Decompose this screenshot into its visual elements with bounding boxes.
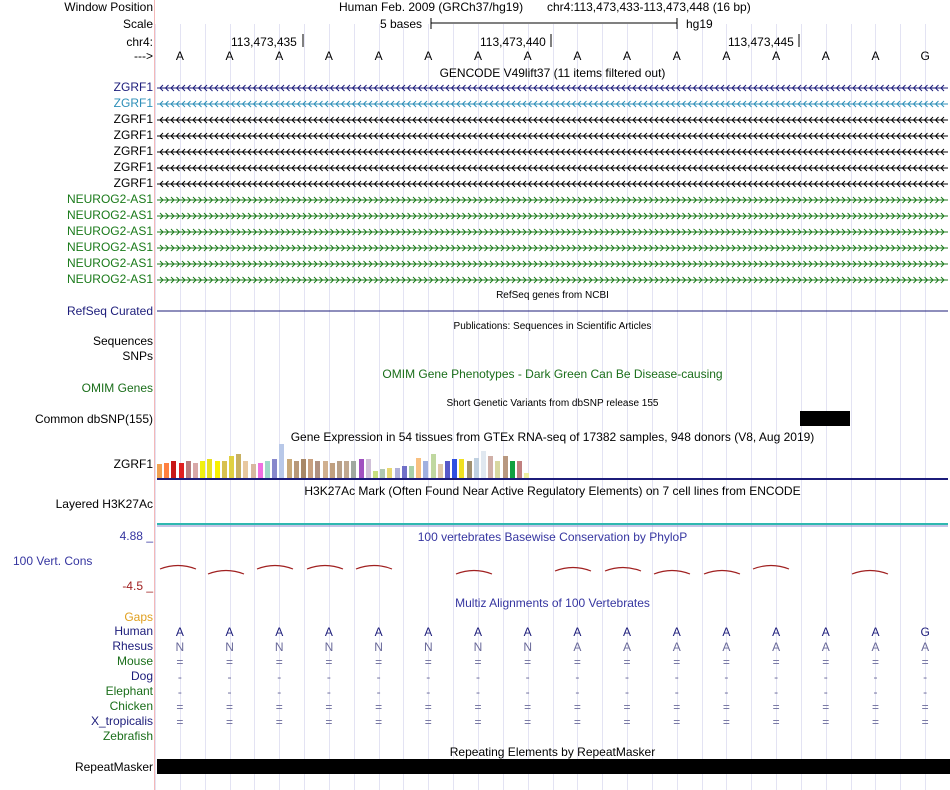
alignment-base: -: [326, 685, 331, 699]
alignment-base: N: [523, 640, 532, 654]
alignment-base: =: [673, 715, 681, 729]
alignment-base: A: [772, 625, 781, 639]
alignment-base: =: [474, 655, 482, 669]
alignment-base: -: [923, 670, 928, 684]
alignment-base: =: [871, 655, 879, 669]
alignment-base: N: [473, 640, 483, 654]
alignment-base: =: [722, 655, 730, 669]
alignment-base: A: [623, 625, 632, 639]
alignment-base: =: [623, 655, 631, 669]
alignment-base: =: [275, 655, 283, 669]
alignment-base: A: [175, 625, 184, 639]
alignment-base: A: [623, 640, 632, 654]
species-label-chicken[interactable]: Chicken: [109, 699, 153, 713]
species-label-mouse[interactable]: Mouse: [116, 654, 153, 668]
alignment-base: =: [176, 715, 184, 729]
base-letter: A: [722, 49, 731, 63]
alignment-base: =: [921, 700, 929, 714]
alignment-base: =: [325, 655, 333, 669]
alignment-base: A: [225, 625, 234, 639]
alignment-base: A: [921, 640, 930, 654]
alignment-base: -: [823, 670, 828, 684]
alignment-base: -: [277, 685, 282, 699]
gene-label-zgrf1[interactable]: ZGRF1: [113, 128, 153, 142]
base-letter: A: [573, 49, 582, 63]
alignment-base: =: [772, 715, 780, 729]
phylop-score-mark: [753, 566, 789, 570]
alignment-base: A: [275, 625, 284, 639]
base-letter: G: [920, 49, 930, 63]
coord-2: 113,473,440: [480, 35, 546, 49]
phylop-score-mark: [605, 568, 641, 572]
alignment-base: =: [871, 700, 879, 714]
alignment-base: -: [426, 670, 431, 684]
alignment-base: -: [575, 685, 580, 699]
phylop-score-mark: [704, 571, 740, 575]
scale-db: hg19: [686, 17, 713, 31]
base-letter: A: [523, 49, 532, 63]
dbsnp-variant: [800, 411, 850, 426]
alignment-base: -: [227, 670, 232, 684]
alignment-base: A: [722, 640, 731, 654]
alignment-base: =: [772, 655, 780, 669]
alignment-base: A: [772, 640, 781, 654]
phylop-score-mark: [654, 571, 690, 575]
alignment-base: =: [474, 700, 482, 714]
assembly-text: Human Feb. 2009 (GRCh37/hg19): [339, 0, 524, 14]
alignment-base: =: [822, 655, 830, 669]
alignment-base: -: [923, 685, 928, 699]
repeatmasker-title[interactable]: Repeating Elements by RepeatMasker: [449, 745, 656, 759]
alignment-base: =: [424, 655, 432, 669]
alignment-base: -: [575, 670, 580, 684]
repeatmasker-block: [157, 759, 950, 774]
alignment-base: -: [774, 685, 779, 699]
publications-snps-label[interactable]: SNPs: [122, 349, 153, 363]
alignment-base: -: [674, 685, 679, 699]
alignment-base: =: [573, 715, 581, 729]
alignment-base: A: [672, 640, 681, 654]
alignment-base: N: [274, 640, 284, 654]
gene-label-neurog2-as1[interactable]: NEUROG2-AS1: [66, 224, 153, 238]
alignment-base: =: [226, 700, 234, 714]
alignment-base: =: [325, 715, 333, 729]
phylop-score-mark: [160, 566, 196, 570]
gene-label-neurog2-as1[interactable]: NEUROG2-AS1: [66, 240, 153, 254]
coord-3: 113,473,445: [728, 35, 794, 49]
alignment-base: =: [176, 655, 184, 669]
multiz-title[interactable]: Multiz Alignments of 100 Vertebrates: [455, 596, 650, 610]
alignment-base: =: [176, 700, 184, 714]
alignment-base: -: [674, 670, 679, 684]
alignment-base: -: [376, 685, 381, 699]
alignment-base: =: [375, 655, 383, 669]
gtex-label[interactable]: ZGRF1: [113, 457, 153, 471]
gene-label-zgrf1[interactable]: ZGRF1: [113, 96, 153, 110]
window-position-label: Window Position: [64, 0, 153, 14]
alignment-base: =: [871, 715, 879, 729]
species-label-rhesus[interactable]: Rhesus: [112, 639, 153, 653]
alignment-base: N: [423, 640, 433, 654]
phylop-score-mark: [208, 571, 244, 575]
alignment-base: -: [625, 685, 630, 699]
dbsnp-label[interactable]: Common dbSNP(155): [34, 412, 153, 426]
base-letter: A: [324, 49, 333, 63]
alignment-base: A: [871, 625, 880, 639]
phylop-score-mark: [852, 571, 888, 575]
refseq-label[interactable]: RefSeq Curated: [66, 304, 153, 318]
gene-label-neurog2-as1[interactable]: NEUROG2-AS1: [66, 256, 153, 270]
alignment-base: A: [573, 640, 582, 654]
scale-text: 5 bases: [380, 17, 423, 31]
alignment-base: A: [523, 625, 532, 639]
alignment-base: =: [524, 700, 532, 714]
alignment-base: N: [374, 640, 383, 654]
alignment-base: A: [672, 625, 681, 639]
phylop-score-mark: [356, 566, 392, 570]
alignment-base: =: [921, 715, 929, 729]
alignment-base: =: [722, 700, 730, 714]
alignment-base: N: [225, 640, 234, 654]
alignment-base: =: [822, 700, 830, 714]
alignment-base: =: [822, 715, 830, 729]
phylop-score-mark: [307, 566, 343, 570]
base-letter: A: [374, 49, 383, 63]
publications-title[interactable]: Publications: Sequences in Scientific Articles: [453, 321, 652, 332]
alignment-base: -: [823, 685, 828, 699]
omim-title[interactable]: OMIM Gene Phenotypes - Dark Green Can Be Disease-causing: [382, 367, 723, 381]
gencode-title[interactable]: GENCODE V49lift37 (11 items filtered out): [439, 66, 666, 80]
alignment-base: N: [324, 640, 334, 654]
gene-label-zgrf1[interactable]: ZGRF1: [113, 144, 153, 158]
base-letter: A: [871, 49, 880, 63]
gene-label-neurog2-as1[interactable]: NEUROG2-AS1: [66, 208, 153, 222]
alignment-base: =: [375, 700, 383, 714]
gene-label-zgrf1[interactable]: ZGRF1: [113, 112, 153, 126]
phylop-label[interactable]: 100 Vert. Cons: [13, 554, 93, 568]
alignment-base: =: [623, 700, 631, 714]
alignment-base: =: [573, 655, 581, 669]
alignment-base: =: [524, 715, 532, 729]
alignment-base: A: [821, 640, 830, 654]
species-label-human[interactable]: Human: [114, 624, 153, 638]
alignment-base: -: [426, 685, 431, 699]
alignment-base: =: [424, 715, 432, 729]
alignment-base: =: [524, 655, 532, 669]
chrom-label: chr4:: [126, 35, 153, 49]
alignment-base: -: [376, 670, 381, 684]
alignment-base: -: [873, 670, 878, 684]
gene-label-zgrf1[interactable]: ZGRF1: [113, 160, 153, 174]
publications-sequences-label[interactable]: Sequences: [92, 334, 153, 348]
alignment-base: -: [724, 670, 729, 684]
base-letter: A: [424, 49, 433, 63]
phylop-max: 4.88 _: [119, 529, 153, 543]
repeatmasker-label[interactable]: RepeatMasker: [74, 760, 153, 774]
alignment-base: =: [275, 715, 283, 729]
alignment-base: =: [474, 715, 482, 729]
species-label-elephant[interactable]: Elephant: [105, 684, 153, 698]
alignment-base: =: [722, 715, 730, 729]
alignment-base: A: [722, 625, 731, 639]
alignment-base: -: [724, 685, 729, 699]
alignment-base: =: [275, 700, 283, 714]
alignment-base: =: [573, 700, 581, 714]
gaps-label[interactable]: Gaps: [124, 610, 153, 624]
phylop-score-mark: [456, 571, 492, 575]
alignment-base: =: [424, 700, 432, 714]
phylop-score-mark: [257, 566, 293, 570]
base-letter: A: [772, 49, 781, 63]
alignment-base: -: [326, 670, 331, 684]
alignment-base: -: [277, 670, 282, 684]
gtex-title[interactable]: Gene Expression in 54 tissues from GTEx RNA-seq of 17382 samples, 948 donors (V8, Aug 2019): [290, 430, 815, 444]
alignment-base: -: [525, 670, 530, 684]
alignment-base: -: [625, 670, 630, 684]
alignment-base: A: [374, 625, 383, 639]
alignment-base: -: [475, 670, 480, 684]
omim-label[interactable]: OMIM Genes: [81, 381, 153, 395]
gene-label-zgrf1[interactable]: ZGRF1: [113, 80, 153, 94]
h3k27ac-title[interactable]: H3K27Ac Mark (Often Found Near Active Regulatory Elements) on 7 cell lines from ENCODE: [304, 484, 801, 498]
strand-arrow-label: --->: [134, 49, 153, 63]
alignment-base: =: [226, 655, 234, 669]
base-letter: A: [175, 49, 184, 63]
gene-label-neurog2-as1[interactable]: NEUROG2-AS1: [66, 192, 153, 206]
alignment-base: -: [177, 685, 182, 699]
alignment-base: =: [226, 715, 234, 729]
phylop-title[interactable]: 100 vertebrates Basewise Conservation by PhyloP: [417, 530, 688, 544]
scale-label: Scale: [122, 17, 153, 31]
alignment-base: -: [774, 670, 779, 684]
alignment-base: =: [375, 715, 383, 729]
base-letter: A: [473, 49, 482, 63]
base-letter: A: [672, 49, 681, 63]
gene-label-zgrf1[interactable]: ZGRF1: [113, 176, 153, 190]
alignment-base: =: [623, 715, 631, 729]
phylop-min: -4.5 _: [122, 579, 153, 593]
alignment-base: -: [525, 685, 530, 699]
base-letter: A: [623, 49, 632, 63]
alignment-base: =: [673, 700, 681, 714]
alignment-base: -: [475, 685, 480, 699]
phylop-score-mark: [555, 568, 591, 572]
refseq-title[interactable]: RefSeq genes from NCBI: [496, 290, 609, 301]
alignment-base: A: [473, 625, 482, 639]
alignment-base: A: [573, 625, 582, 639]
alignment-base: =: [673, 655, 681, 669]
h3k27ac-label[interactable]: Layered H3K27Ac: [55, 497, 153, 511]
alignment-base: -: [227, 685, 232, 699]
species-label-zebrafish[interactable]: Zebrafish: [102, 729, 153, 743]
species-label-dog[interactable]: Dog: [130, 669, 153, 683]
alignment-base: G: [920, 625, 930, 639]
alignment-base: =: [921, 655, 929, 669]
alignment-base: =: [772, 700, 780, 714]
alignment-base: N: [175, 640, 185, 654]
alignment-base: A: [424, 625, 433, 639]
alignment-base: A: [821, 625, 830, 639]
base-letter: A: [821, 49, 830, 63]
alignment-base: A: [324, 625, 333, 639]
dbsnp-title[interactable]: Short Genetic Variants from dbSNP release 155: [446, 398, 659, 409]
alignment-base: -: [873, 685, 878, 699]
species-label-x_tropicalis[interactable]: X_tropicalis: [90, 714, 153, 728]
base-letter: A: [225, 49, 234, 63]
alignment-base: -: [177, 670, 182, 684]
alignment-base: =: [325, 700, 333, 714]
alignment-base: A: [871, 640, 880, 654]
base-letter: A: [275, 49, 284, 63]
position-text: chr4:113,473,433-113,473,448 (16 bp): [547, 0, 751, 14]
gene-label-neurog2-as1[interactable]: NEUROG2-AS1: [66, 272, 153, 286]
coord-1: 113,473,435: [231, 35, 297, 49]
